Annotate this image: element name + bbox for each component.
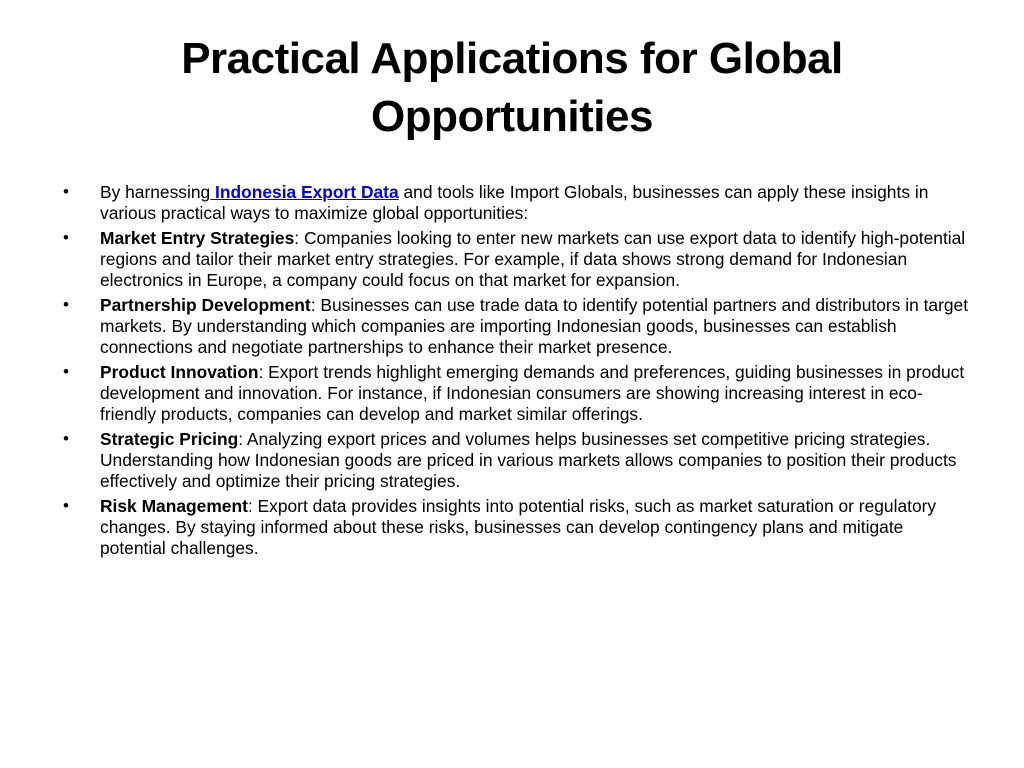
bullet-product-innovation (60, 362, 972, 424)
bullet-icon: • (63, 362, 69, 382)
bullet-market-entry-strategies (60, 228, 972, 290)
bullet-icon: • (63, 295, 69, 315)
slide-title: Practical Applications for Global Opportunities (181, 34, 843, 141)
bullet-icon: • (63, 228, 69, 248)
indonesia-export-data-link[interactable]: Indonesia Export Data (210, 182, 399, 202)
bullet-text: : Export trends highlight emerging demands and preferences, guiding businesses in product development and innovation. For instance, if Indonesian consumers are showing increasing interest in eco-friendly products, companies can develop and market similar offerings. (100, 362, 965, 424)
bullet-icon: • (63, 429, 69, 449)
bullet-partnership-development (60, 295, 972, 357)
intro-text-after-link: and tools like Import Globals, businesses can apply these insights in various practical ways to maximize global opportunities: (100, 182, 929, 223)
bullet-text: : Export data provides insights into potential risks, such as market saturation or regulatory changes. By staying informed about these risks, businesses can develop contingency plans and mitigate potential challenges. (100, 496, 937, 558)
bullet-heading: Market Entry Strategies (100, 228, 295, 249)
bullet-strategic-pricing (60, 429, 972, 491)
bullet-heading: Strategic Pricing (100, 429, 239, 450)
bullet-text: : Analyzing export prices and volumes helps businesses set competitive pricing strategies. Understanding how Indonesian goods are priced in various markets allows companies to position their products effectively and optimize their pricing strategies. (100, 429, 957, 491)
bullet-icon: • (63, 496, 69, 516)
bullet-heading: Risk Management (100, 496, 248, 517)
bullet-text: : Companies looking to enter new markets can use export data to identify high-potential regions and tailor their market entry strategies. For example, if data shows strong demand for Indonesian electronics in Europe, a company could focus on that market for expansion. (100, 228, 966, 290)
intro-text-before-link: By harnessing (100, 182, 211, 202)
bullet-heading: Partnership Development (100, 295, 311, 316)
bullet-risk-management (60, 496, 972, 558)
bullet-icon: • (63, 182, 69, 201)
bullet-intro (60, 182, 972, 224)
bullet-text: : Businesses can use trade data to identify potential partners and distributors in target markets. By understanding which companies are importing Indonesian goods, businesses can establish connections and negotiate partnerships to enhance their market presence. (100, 295, 969, 357)
bullet-heading: Product Innovation (100, 362, 259, 383)
bullet-list (60, 182, 972, 563)
